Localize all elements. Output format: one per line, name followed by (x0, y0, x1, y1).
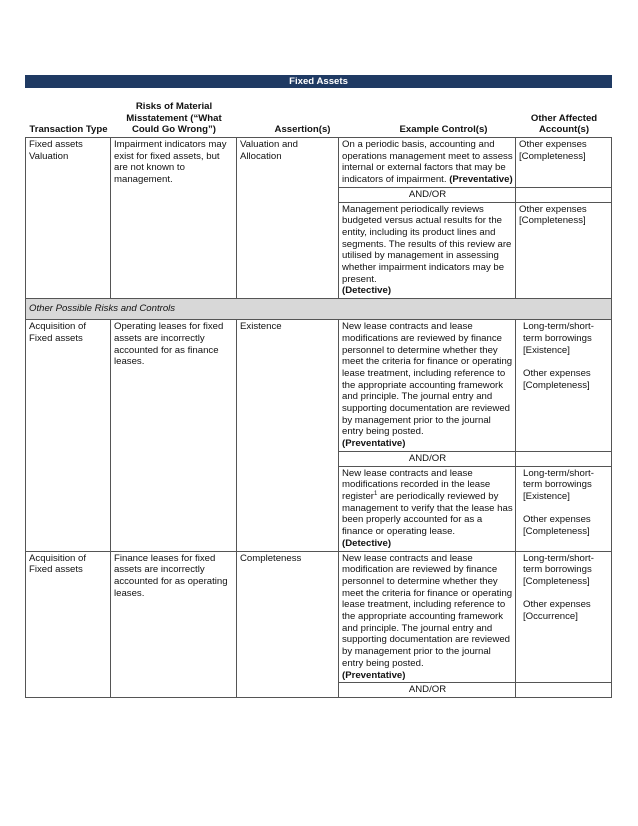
cell-accounts: Other expenses [Completeness] (516, 202, 612, 299)
section-label: Other Possible Risks and Controls (26, 299, 612, 320)
cell-risk: Impairment indicators may exist for fixed assets, but are not known to management. (111, 138, 237, 299)
cell-control (339, 466, 516, 551)
table-title-row (26, 76, 612, 88)
cell-accounts (516, 466, 612, 551)
cell-risk: Finance leases for fixed assets are incorrectly accounted for as operating leases. (111, 551, 237, 697)
cell-assertion: Existence (237, 320, 339, 551)
control-tag: (Preventative) (342, 669, 406, 681)
andor-label: AND/OR (339, 187, 516, 202)
cell-risk: Operating leases for fixed assets are incorrectly accounted for as finance leases. (111, 320, 237, 551)
control-tag: (Detective) (342, 537, 392, 549)
cell-control (339, 551, 516, 683)
header-controls: Example Control(s) (339, 88, 516, 138)
cell-transaction-type: Acquisition of Fixed assets (26, 551, 111, 697)
empty-cell (516, 187, 612, 202)
table-row (26, 551, 612, 683)
table-row (26, 320, 612, 452)
table-row (26, 138, 612, 188)
cell-assertion: Completeness (237, 551, 339, 697)
control-text: New lease contracts and lease modification are reviewed by finance personnel to determine whether they meet the criteria for finance or operating lease treatment, including reference to the appropriate accounting framework and principle. The journal entry and supporting documentation are reviewed by management prior to the journal entry being posted. (342, 552, 513, 669)
section-row (26, 299, 612, 320)
andor-label: AND/OR (339, 683, 516, 698)
account-entry: Other expenses [Completeness] (523, 514, 591, 538)
control-text: are periodically reviewed by management to verify that the lease has been properly accounted for as a finance or operating lease. (342, 490, 513, 538)
fixed-assets-controls-table (25, 75, 612, 698)
control-text: On a periodic basis, accounting and operations management meet to assess internal or external factors that may be indicators of impairment. (342, 139, 513, 186)
control-tag: (Detective) (342, 285, 392, 297)
cell-transaction-type: Acquisition of Fixed assets (26, 320, 111, 551)
account-entry: Long-term/short-term borrowings [Completeness] (523, 552, 594, 587)
header-risks: Risks of Material Misstatement (“What Could Go Wrong”) (111, 88, 237, 138)
cell-control (339, 202, 516, 299)
account-entry: Other expenses [Completeness] (523, 367, 591, 391)
cell-accounts (516, 320, 612, 452)
account-entry: Long-term/short-term borrowings [Existence] (523, 321, 594, 356)
cell-accounts (516, 551, 612, 683)
cell-control (339, 138, 516, 188)
control-tag: (Preventative) (342, 438, 406, 450)
control-text: Management periodically reviews budgeted versus actual results for the entity, including its product lines and segments. The results of this review are utilised by management in assessing whether impairment indicators may be present. (342, 203, 512, 285)
account-entry: Long-term/short-term borrowings [Existence] (523, 467, 594, 502)
cell-accounts: Other expenses [Completeness] (516, 138, 612, 188)
cell-transaction-type: Fixed assets Valuation (26, 138, 111, 299)
footnote-marker: 1 (374, 490, 378, 497)
header-transaction-type: Transaction Type (26, 88, 111, 138)
empty-cell (516, 451, 612, 466)
header-assertions: Assertion(s) (237, 88, 339, 138)
andor-label: AND/OR (339, 451, 516, 466)
header-row (26, 88, 612, 138)
control-text: New lease contracts and lease modifications are reviewed by finance personnel to determine whether they meet the criteria for finance or operating lease treatment, including reference to the appropriate accounting framework and principle. The journal entry and supporting documentation are reviewed by management prior to the journal entry being posted. (342, 321, 513, 438)
empty-cell (516, 683, 612, 698)
header-accounts: Other Affected Account(s) (516, 88, 612, 138)
control-tag: (Preventative) (449, 174, 513, 186)
control-text: New lease contracts and lease modifications recorded in the lease register (342, 467, 491, 502)
cell-assertion: Valuation and Allocation (237, 138, 339, 299)
cell-control (339, 320, 516, 452)
account-entry: Other expenses [Occurrence] (523, 599, 591, 622)
table-title: Fixed Assets (26, 76, 612, 88)
